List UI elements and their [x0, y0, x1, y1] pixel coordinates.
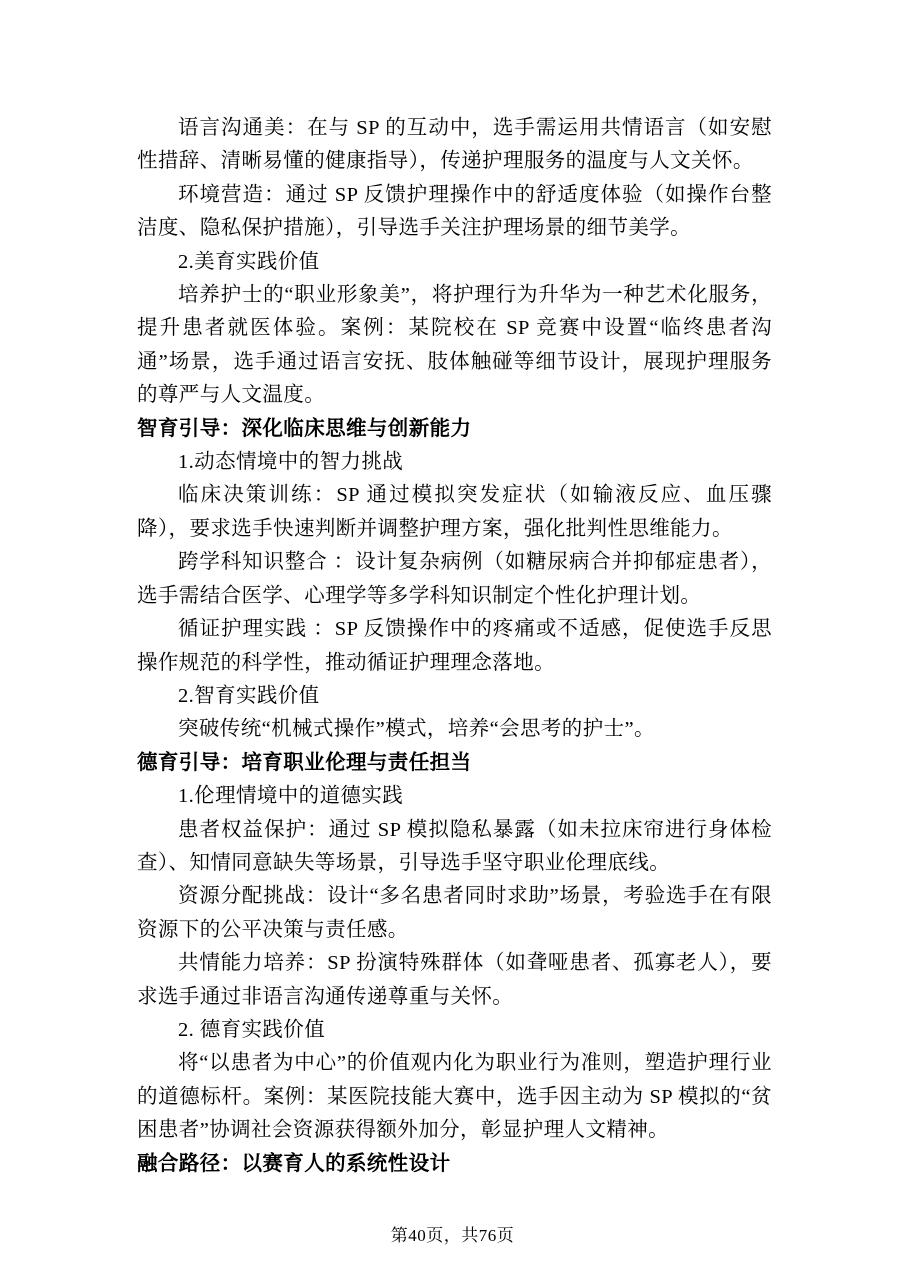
paragraph: 跨学科知识整合 ：设计复杂病例（如糖尿病合并抑郁症患者），选手需结合医学、心理学等多学科知识制定个性化护理计划。	[137, 551, 772, 607]
paragraph: 临床决策训练：SP 通过模拟突发症状（如输液反应、血压骤降），要求选手快速判断并调整护理方案，强化批判性思维能力。	[137, 484, 772, 540]
paragraph: 共情能力培养：SP 扮演特殊群体（如聋哑患者、孤寡老人），要求选手通过非语言沟通传递尊重与关怀。	[137, 952, 772, 1008]
section-heading: 融合路径：以赛育人的系统性设计	[137, 1152, 451, 1175]
section-heading: 德育引导：培育职业伦理与责任担当	[137, 751, 472, 774]
page-number-footer: 第40页，共76页	[390, 1226, 515, 1245]
paragraph: 资源分配挑战：设计“多名患者同时求助”场景，考验选手在有限资源下的公平决策与责任感。	[137, 885, 772, 941]
document-body	[137, 112, 772, 1181]
paragraph: 2.智育实践价值	[178, 684, 320, 707]
paragraph: 1.伦理情境中的道德实践	[178, 785, 404, 808]
paragraph: 突破传统“机械式操作”模式，培养“会思考的护士”。	[178, 718, 655, 741]
paragraph: 1.动态情境中的智力挑战	[178, 451, 404, 474]
paragraph: 2. 德育实践价值	[178, 1018, 326, 1041]
section-heading: 智育引导：深化临床思维与创新能力	[137, 417, 472, 440]
paragraph: 循证护理实践 ：SP 反馈操作中的疼痛或不适感，促使选手反思操作规范的科学性，推动循证护理理念落地。	[137, 618, 772, 674]
paragraph: 将“以患者为中心”的价值观内化为职业行为准则，塑造护理行业的道德标杆。案例：某医院技能大赛中，选手因主动为 SP 模拟的“贫困患者”协调社会资源获得额外加分，彰显护理人文精神。	[137, 1052, 772, 1142]
paragraph: 2.美育实践价值	[178, 250, 320, 273]
paragraph: 语言沟通美：在与 SP 的互动中，选手需运用共情语言（如安慰性措辞、清晰易懂的健康指导），传递护理服务的温度与人文关怀。	[137, 117, 772, 173]
paragraph: 环境营造：通过 SP 反馈护理操作中的舒适度体验（如操作台整洁度、隐私保护措施），引导选手关注护理场景的细节美学。	[137, 183, 772, 240]
paragraph: 培养护士的“职业形象美”，将护理行为升华为一种艺术化服务，提升患者就医体验。案例：某院校在 SP 竞赛中设置“临终患者沟通”场景，选手通过语言安抚、肢体触碰等细节设计，展现护理服务的尊严与人文温度。	[137, 284, 772, 407]
paragraph: 患者权益保护：通过 SP 模拟隐私暴露（如未拉床帘进行身体检查）、知情同意缺失等场景，引导选手坚守职业伦理底线。	[137, 818, 772, 874]
